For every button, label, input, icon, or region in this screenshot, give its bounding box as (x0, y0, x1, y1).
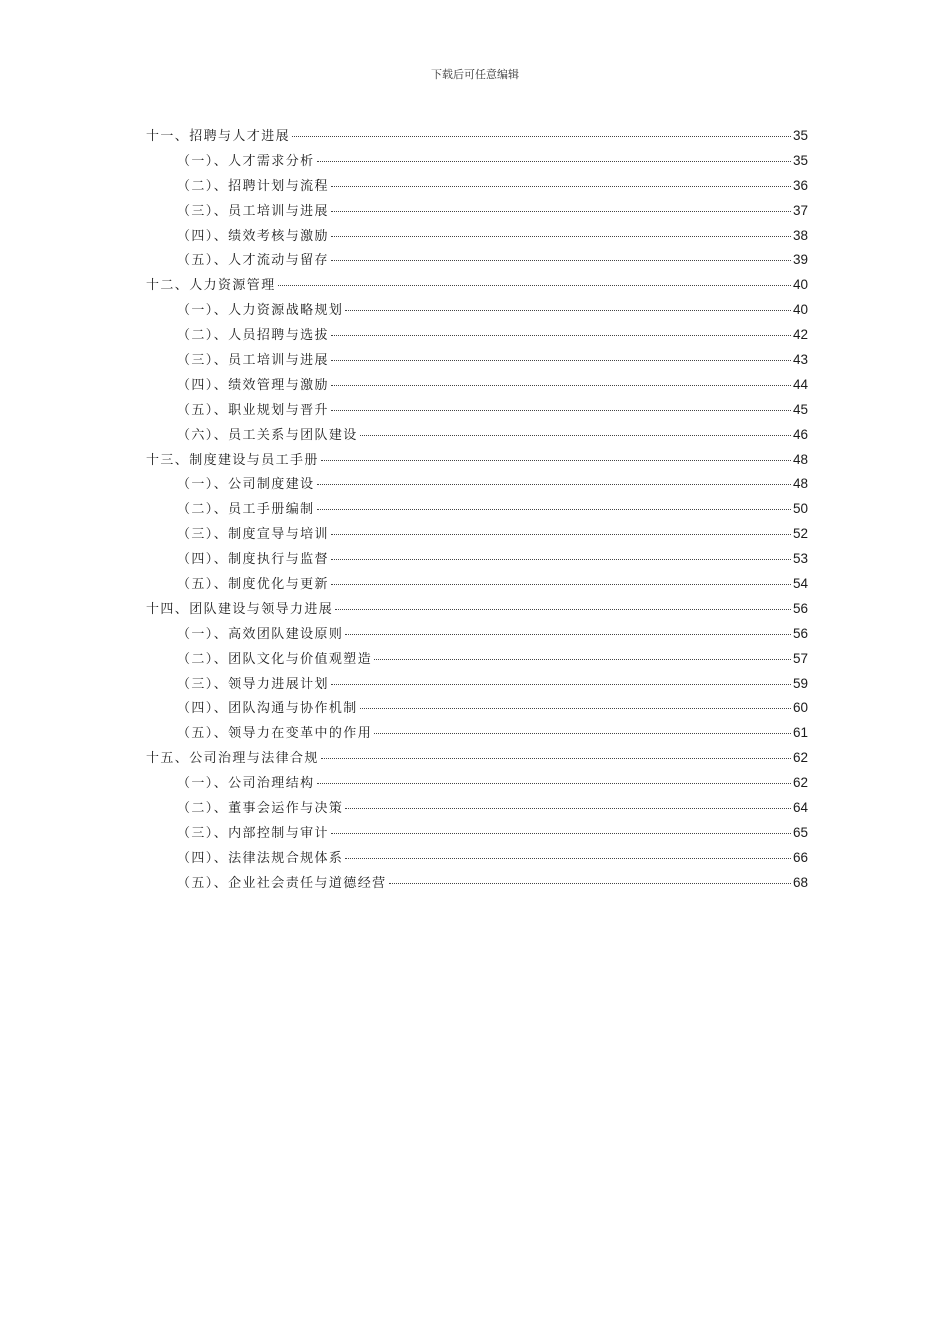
toc-dot-leader (292, 136, 791, 137)
toc-section-entry[interactable] (146, 872, 808, 897)
toc-dot-leader (278, 285, 791, 286)
toc-page-number: 62 (792, 750, 808, 766)
toc-entry-title: （二）、董事会运作与决策 (177, 801, 344, 817)
toc-section-entry[interactable] (146, 200, 808, 225)
toc-page-number: 36 (792, 177, 808, 193)
toc-dot-leader (331, 186, 791, 187)
toc-dot-leader (331, 260, 791, 261)
toc-page-number: 46 (792, 426, 808, 442)
toc-dot-leader (317, 161, 791, 162)
toc-entry-title: （四）、团队沟通与协作机制 (177, 701, 358, 717)
toc-dot-leader (345, 634, 791, 635)
toc-page-number: 35 (792, 128, 808, 143)
toc-dot-leader (331, 360, 791, 361)
toc-page-number: 56 (792, 600, 808, 616)
toc-dot-leader (331, 385, 791, 386)
table-of-contents (146, 125, 808, 897)
toc-dot-leader (317, 783, 791, 784)
toc-page-number: 37 (792, 202, 808, 218)
toc-section-entry[interactable] (146, 772, 808, 797)
toc-entry-title: 十三、制度建设与员工手册 (146, 452, 319, 468)
toc-section-entry[interactable] (146, 225, 808, 250)
toc-page-number: 56 (792, 625, 808, 641)
toc-chapter-entry[interactable] (146, 747, 808, 772)
toc-entry-title: （三）、领导力进展计划 (177, 676, 329, 692)
page-header: 下载后可任意编辑 (431, 68, 519, 81)
toc-section-entry[interactable] (146, 349, 808, 374)
toc-page-number: 61 (792, 725, 808, 741)
toc-entry-title: （五）、制度优化与更新 (177, 577, 329, 593)
toc-page-number: 68 (792, 874, 808, 890)
toc-section-entry[interactable] (146, 548, 808, 573)
toc-section-entry[interactable] (146, 150, 808, 175)
toc-page-number: 39 (792, 252, 808, 268)
toc-entry-title: （二）、人员招聘与选拔 (177, 328, 329, 344)
toc-section-entry[interactable] (146, 722, 808, 747)
toc-entry-title: （一）、高效团队建设原则 (177, 626, 344, 642)
toc-section-entry[interactable] (146, 175, 808, 200)
toc-dot-leader (374, 659, 791, 660)
toc-page-number: 54 (792, 576, 808, 592)
toc-dot-leader (389, 883, 791, 884)
toc-section-entry[interactable] (146, 573, 808, 598)
toc-entry-title: （二）、团队文化与价值观塑造 (177, 651, 373, 667)
toc-entry-title: （一）、公司制度建设 (177, 477, 315, 493)
toc-section-entry[interactable] (146, 648, 808, 673)
toc-chapter-entry[interactable] (146, 125, 808, 150)
toc-page-number: 35 (792, 152, 808, 168)
toc-entry-title: （三）、员工培训与进展 (177, 353, 329, 369)
toc-dot-leader (321, 758, 791, 759)
toc-dot-leader (331, 559, 791, 560)
toc-dot-leader (331, 833, 791, 834)
toc-dot-leader (331, 684, 791, 685)
toc-page-number: 40 (792, 302, 808, 318)
toc-dot-leader (331, 236, 791, 237)
toc-dot-leader (317, 484, 791, 485)
toc-section-entry[interactable] (146, 822, 808, 847)
toc-entry-title: 十四、团队建设与领导力进展 (146, 601, 334, 617)
toc-entry-title: （一）、人力资源战略规划 (177, 303, 344, 319)
toc-entry-title: （二）、招聘计划与流程 (177, 178, 329, 194)
toc-section-entry[interactable] (146, 324, 808, 349)
toc-page-number: 60 (792, 700, 808, 716)
toc-page-number: 42 (792, 327, 808, 343)
toc-section-entry[interactable] (146, 498, 808, 523)
toc-page-number: 44 (792, 376, 808, 392)
toc-entry-title: （三）、员工培训与进展 (177, 203, 329, 219)
toc-entry-title: （五）、领导力在变革中的作用 (177, 726, 373, 742)
toc-entry-title: （六）、员工关系与团队建设 (177, 427, 358, 443)
toc-page-number: 64 (792, 800, 808, 816)
toc-entry-title: （三）、制度宣导与培训 (177, 527, 329, 543)
toc-section-entry[interactable] (146, 623, 808, 648)
toc-dot-leader (374, 733, 791, 734)
toc-dot-leader (345, 858, 791, 859)
toc-dot-leader (360, 708, 791, 709)
toc-chapter-entry[interactable] (146, 598, 808, 623)
toc-page-number: 45 (792, 401, 808, 417)
toc-page-number: 52 (792, 526, 808, 542)
toc-entry-title: （四）、绩效管理与激励 (177, 377, 329, 393)
toc-entry-title: 十二、人力资源管理 (146, 278, 276, 294)
toc-section-entry[interactable] (146, 473, 808, 498)
toc-entry-title: （一）、公司治理结构 (177, 776, 315, 792)
toc-page-number: 48 (792, 451, 808, 467)
toc-entry-title: （四）、法律法规合规体系 (177, 850, 344, 866)
toc-dot-leader (345, 310, 791, 311)
toc-entry-title: （二）、员工手册编制 (177, 502, 315, 518)
toc-section-entry[interactable] (146, 697, 808, 722)
toc-entry-title: （一）、人才需求分析 (177, 153, 315, 169)
toc-section-entry[interactable] (146, 797, 808, 822)
toc-page-number: 65 (792, 824, 808, 840)
toc-dot-leader (331, 534, 791, 535)
toc-dot-leader (335, 609, 791, 610)
toc-page-number: 40 (792, 277, 808, 293)
toc-section-entry[interactable] (146, 847, 808, 872)
toc-section-entry[interactable] (146, 374, 808, 399)
toc-page-number: 50 (792, 501, 808, 517)
toc-dot-leader (360, 435, 791, 436)
toc-section-entry[interactable] (146, 673, 808, 698)
toc-dot-leader (331, 335, 791, 336)
toc-section-entry[interactable] (146, 424, 808, 449)
toc-page-number: 57 (792, 650, 808, 666)
toc-page-number: 66 (792, 849, 808, 865)
toc-chapter-entry[interactable] (146, 274, 808, 299)
toc-page-number: 38 (792, 227, 808, 243)
toc-entry-title: （五）、职业规划与晋升 (177, 402, 329, 418)
toc-page-number: 43 (792, 352, 808, 368)
toc-section-entry[interactable] (146, 399, 808, 424)
toc-entry-title: 十五、公司治理与法律合规 (146, 751, 319, 767)
toc-page-number: 62 (792, 775, 808, 791)
toc-dot-leader (345, 808, 791, 809)
toc-dot-leader (321, 460, 791, 461)
toc-entry-title: （三）、内部控制与审计 (177, 825, 329, 841)
toc-section-entry[interactable] (146, 299, 808, 324)
toc-entry-title: （五）、企业社会责任与道德经营 (177, 875, 387, 891)
toc-section-entry[interactable] (146, 523, 808, 548)
toc-dot-leader (331, 410, 791, 411)
toc-entry-title: （四）、绩效考核与激励 (177, 228, 329, 244)
toc-entry-title: （五）、人才流动与留存 (177, 253, 329, 269)
toc-page-number: 59 (792, 675, 808, 691)
toc-section-entry[interactable] (146, 249, 808, 274)
toc-dot-leader (331, 584, 791, 585)
toc-dot-leader (331, 211, 791, 212)
toc-dot-leader (317, 509, 791, 510)
toc-entry-title: （四）、制度执行与监督 (177, 552, 329, 568)
toc-chapter-entry[interactable] (146, 449, 808, 474)
toc-page-number: 48 (792, 476, 808, 492)
toc-entry-title: 十一、招聘与人才进展 (146, 129, 291, 144)
toc-page-number: 53 (792, 551, 808, 567)
